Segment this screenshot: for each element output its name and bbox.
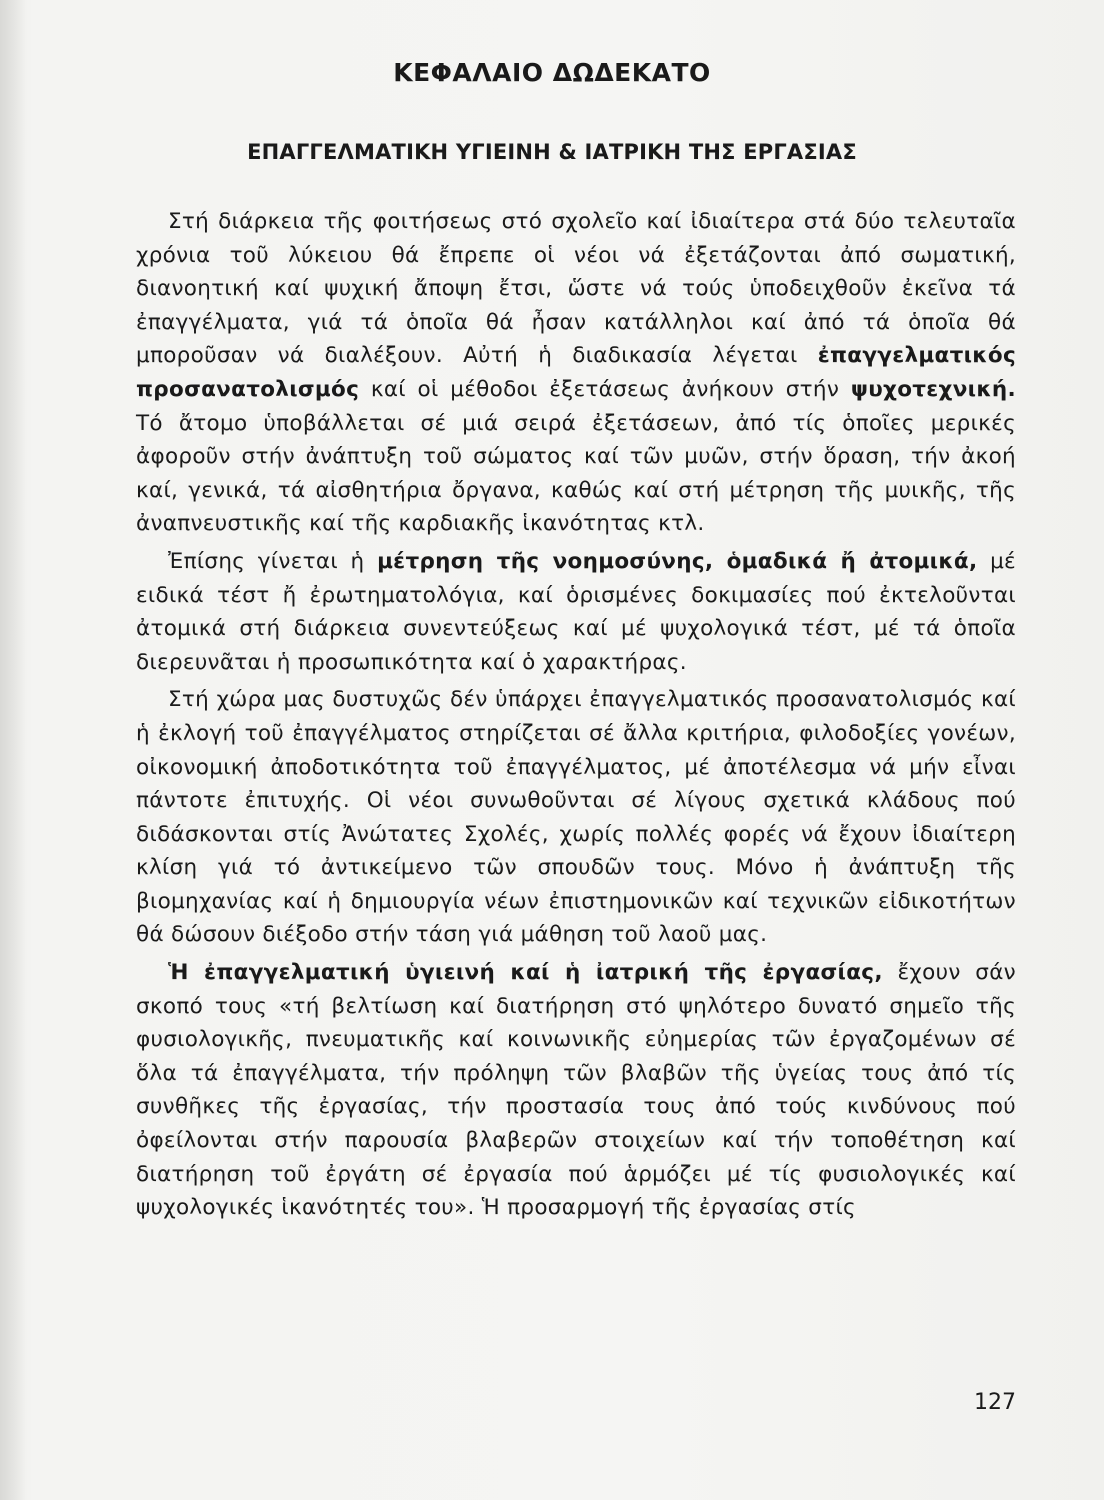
page-number: 127 xyxy=(974,1390,1016,1415)
paragraph-text: Στή χώρα μας δυστυχῶς δέν ὑπάρχει ἐπαγγελματικός προσανατολισμός καί ἡ ἐκλογή τοῦ ἐπαγγέλματος στηρίζεται σέ ἄλλα κριτήρια, φιλοδοξίες γονέων, οἰκονομική ἀποδοτικότητα τοῦ ἐπαγγέλματος, μέ ἀποτέλεσμα νά μήν εἶναι πάντοτε ἐπιτυχής. Οἱ νέοι συνωθοῦνται σέ λίγους σχετικά κλάδους πού διδάσκονται στίς Ἀνώτατες Σχολές, χωρίς πολλές φορές νά ἔχουν ἰδιαίτερη κλίση γιά τό ἀντικείμενο τῶν σπουδῶν τους. Μόνο ἡ ἀνάπτυξη τῆς βιομηχανίας καί ἡ δημιουργία νέων ἐπιστημονικῶν καί τεχνικῶν εἰδικοτήτων θά δώσουν διέξοδο στήν τάση γιά μάθηση τοῦ λαοῦ μας. xyxy=(136,687,1016,948)
paragraph-text: καί οἱ μέθοδοι ἐξετάσεως ἀνήκουν στήν xyxy=(359,376,851,402)
bold-term: μέτρηση τῆς νοημοσύνης, ὁμαδικά ἤ ἀτομικά, xyxy=(377,548,978,574)
section-title: ΕΠΑΓΓΕΛΜΑΤΙΚΗ ΥΓΙΕΙΝΗ & ΙΑΤΡΙΚΗ ΤΗΣ ΕΡΓΑΣΙΑΣ xyxy=(247,140,857,164)
paragraph-text: Στή διάρκεια τῆς φοιτήσεως στό σχολεῖο καί ἰδιαίτερα στά δύο τελευταῖα χρόνια τοῦ λύκειου θά ἔπρεπε οἱ νέοι νά ἐξετάζονται ἀπό σωματική, διανοητική καί ψυχική ἄποψη ἔτσι, ὥστε νά τούς ὑποδειχθοῦν ἐκεῖνα τά ἐπαγγέλματα, γιά τά ὁποῖα θά ἦσαν κατάλληλοι καί ἀπό τά ὁποῖα θά μποροῦσαν νά διαλέξουν. Αὐτή ἡ διαδικασία λέγεται xyxy=(136,209,1016,369)
bold-term: ψυχοτεχνική. xyxy=(850,376,1016,402)
paragraph-text: Ἐπίσης γίνεται ἡ xyxy=(168,548,378,574)
paragraph-2 xyxy=(136,545,1016,679)
paragraph-text: Τό ἄτομο ὑποβάλλεται σέ μιά σειρά ἐξετάσεων, ἀπό τίς ὁποῖες μερικές ἀφοροῦν στήν ἀνάπτυξη τοῦ σώματος καί τῶν μυῶν, στήν ὅραση, τήν ἀκοή καί, γενικά, τά αἰσθητήρια ὄργανα, καθώς καί στή μέτρηση τῆς μυικῆς, τῆς ἀναπνευστικῆς καί τῆς καρδιακῆς ἱκανότητας κτλ. xyxy=(136,410,1016,537)
paragraph-text: μέ ειδικά τέστ ἤ ἐρωτηματολόγια, καί ὁρισμένες δοκιμασίες πού ἐκτελοῦνται ἀτομικά στή διάρκεια συνεντεύξεως καί μέ ψυχολογικά τέστ, μέ τά ὁποῖα διερευνᾶται ἡ προσωπικότητα καί ὁ χαρακτήρας. xyxy=(136,548,1016,675)
paragraph-3 xyxy=(136,683,1016,952)
paragraph-text: ἔχουν σάν σκοπό τους «τή βελτίωση καί διατήρηση στό ψηλότερο δυνατό σημεῖο τῆς φυσιολογικῆς, πνευματικῆς καί κοινωνικῆς εὐημερίας τῶν ἐργαζομένων σέ ὅλα τά ἐπαγγέλματα, τήν πρόληψη τῶν βλαβῶν τῆς ὑγείας τους ἀπό τίς συνθῆκες τῆς ἐργασίας, τήν προστασία τους ἀπό τούς κινδύνους πού ὀφείλονται στήν παρουσία βλαβερῶν στοιχείων καί τήν τοποθέτηση καί διατήρηση τοῦ ἐργάτη σέ ἐργασία πού ἁρμόζει μέ τίς φυσιολογικές καί ψυχολογικές ἱκανότητές του». Ἡ προσαρμογή τῆς ἐργασίας στίς xyxy=(136,960,1016,1221)
paragraph-4 xyxy=(136,956,1016,1225)
bold-term: ἐπαγγελματικός προσανατολισμός xyxy=(136,343,1016,402)
paragraph-1 xyxy=(136,205,1016,541)
body-text xyxy=(136,205,1016,1229)
spine-shadow xyxy=(0,0,26,1500)
bold-term: Ἡ ἐπαγγελματική ὑγιεινή καί ἡ ἰατρική τῆς ἐργασίας, xyxy=(168,960,883,986)
chapter-title: ΚΕΦΑΛΑΙΟ ΔΩΔΕΚΑΤΟ xyxy=(393,58,711,87)
